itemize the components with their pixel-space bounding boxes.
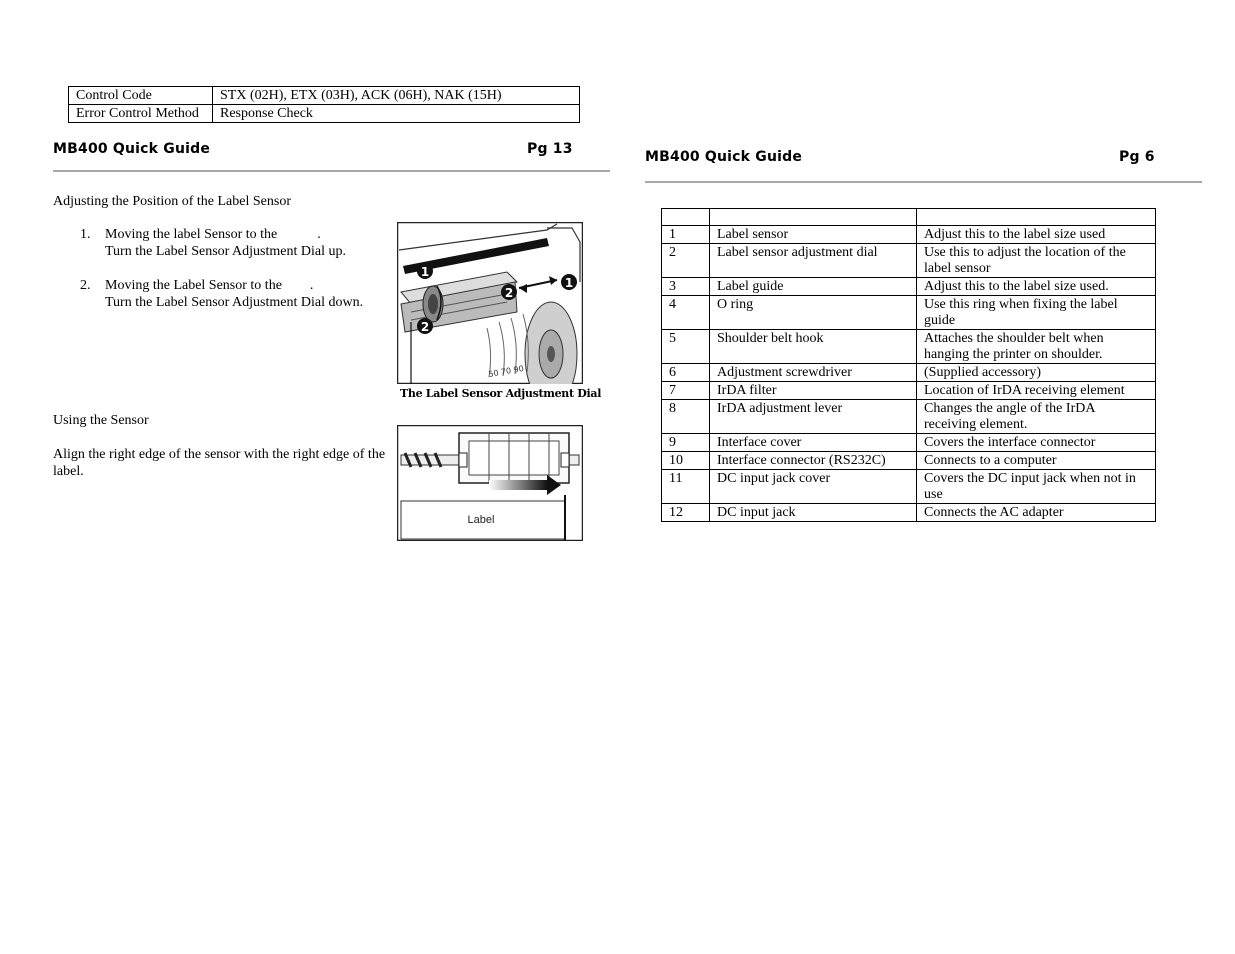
using-sensor-text: Align the right edge of the sensor with the right edge of the label. <box>53 447 386 479</box>
part-number: 3 <box>662 278 710 296</box>
spec-label-error-control: Error Control Method <box>69 105 213 123</box>
part-name: IrDA filter <box>710 382 917 400</box>
figure-number-1: 1 <box>420 265 430 279</box>
header-cell <box>710 209 917 226</box>
part-number: 2 <box>662 244 710 278</box>
part-number: 1 <box>662 226 710 244</box>
step-line-1: Moving the label Sensor to the <box>105 227 278 242</box>
part-number: 8 <box>662 400 710 434</box>
header-cell <box>917 209 1156 226</box>
part-number: 12 <box>662 504 710 522</box>
table-row <box>662 330 1156 364</box>
step-line-1: Moving the Label Sensor to the <box>105 278 282 293</box>
step-line-1-end: . <box>317 227 321 242</box>
part-number: 4 <box>662 296 710 330</box>
spec-value-control-code: STX (02H), ETX (03H), ACK (06H), NAK (15H) <box>213 87 580 105</box>
part-description: (Supplied accessory) <box>917 364 1156 382</box>
left-header-rule <box>53 170 610 172</box>
part-name: DC input jack <box>710 504 917 522</box>
parts-table <box>661 208 1156 522</box>
part-name: Adjustment screwdriver <box>710 364 917 382</box>
part-name: Interface connector (RS232C) <box>710 452 917 470</box>
spec-table <box>68 86 580 123</box>
left-header-title: MB400 Quick Guide <box>53 141 211 157</box>
part-number: 11 <box>662 470 710 504</box>
part-name: Label sensor <box>710 226 917 244</box>
table-row <box>662 382 1156 400</box>
table-header-row <box>662 209 1156 226</box>
table-row <box>69 105 580 123</box>
part-description: Covers the DC input jack when not in use <box>917 470 1156 504</box>
part-name: O ring <box>710 296 917 330</box>
table-row <box>662 504 1156 522</box>
table-row <box>662 296 1156 330</box>
part-description: Use this to adjust the location of the label sensor <box>917 244 1156 278</box>
section-title: Adjusting the Position of the Label Sensor <box>53 194 291 209</box>
table-row <box>662 434 1156 452</box>
part-number: 9 <box>662 434 710 452</box>
sensor-alignment-figure <box>397 425 583 541</box>
left-page-number: Pg 13 <box>527 141 573 157</box>
table-row <box>662 244 1156 278</box>
table-row <box>662 400 1156 434</box>
right-header-rule <box>645 181 1202 183</box>
figure-caption: The Label Sensor Adjustment Dial <box>400 387 602 400</box>
part-description: Connects to a computer <box>917 452 1156 470</box>
step-number: 2. <box>80 278 91 293</box>
part-number: 6 <box>662 364 710 382</box>
part-description: Use this ring when fixing the label guide <box>917 296 1156 330</box>
part-description: Attaches the shoulder belt when hanging the printer on shoulder. <box>917 330 1156 364</box>
figure-number-2b: 2 <box>504 286 514 300</box>
table-row <box>662 226 1156 244</box>
step-number: 1. <box>80 227 91 242</box>
part-description: Adjust this to the label size used. <box>917 278 1156 296</box>
part-name: Label sensor adjustment dial <box>710 244 917 278</box>
part-description: Covers the interface connector <box>917 434 1156 452</box>
part-name: Label guide <box>710 278 917 296</box>
label-text: Label <box>467 514 495 526</box>
label-sensor-dial-figure <box>397 222 583 384</box>
part-name: DC input jack cover <box>710 470 917 504</box>
table-row <box>662 364 1156 382</box>
using-sensor-title: Using the Sensor <box>53 413 149 428</box>
table-row <box>662 452 1156 470</box>
table-row <box>662 278 1156 296</box>
part-name: Interface cover <box>710 434 917 452</box>
part-name: Shoulder belt hook <box>710 330 917 364</box>
part-number: 5 <box>662 330 710 364</box>
part-description: Adjust this to the label size used <box>917 226 1156 244</box>
part-number: 7 <box>662 382 710 400</box>
spec-label-control-code: Control Code <box>69 87 213 105</box>
part-description: Changes the angle of the IrDA receiving element. <box>917 400 1156 434</box>
figure-number-1b: 1 <box>564 276 574 290</box>
header-cell <box>662 209 710 226</box>
step-2 <box>80 277 390 311</box>
figure-number-2: 2 <box>420 320 430 334</box>
figure-scale-numbers: 50 70 90 <box>487 363 525 379</box>
part-description: Location of IrDA receiving element <box>917 382 1156 400</box>
step-line-2: Turn the Label Sensor Adjustment Dial down. <box>105 295 364 310</box>
part-number: 10 <box>662 452 710 470</box>
part-description: Connects the AC adapter <box>917 504 1156 522</box>
right-page-number: Pg 6 <box>1119 149 1155 165</box>
step-1 <box>80 226 390 260</box>
step-line-2: Turn the Label Sensor Adjustment Dial up. <box>105 244 346 259</box>
part-name: IrDA adjustment lever <box>710 400 917 434</box>
table-row <box>662 470 1156 504</box>
step-line-1-end: . <box>309 278 314 293</box>
table-row <box>69 87 580 105</box>
spec-value-error-control: Response Check <box>213 105 580 123</box>
right-header-title: MB400 Quick Guide <box>645 149 803 165</box>
